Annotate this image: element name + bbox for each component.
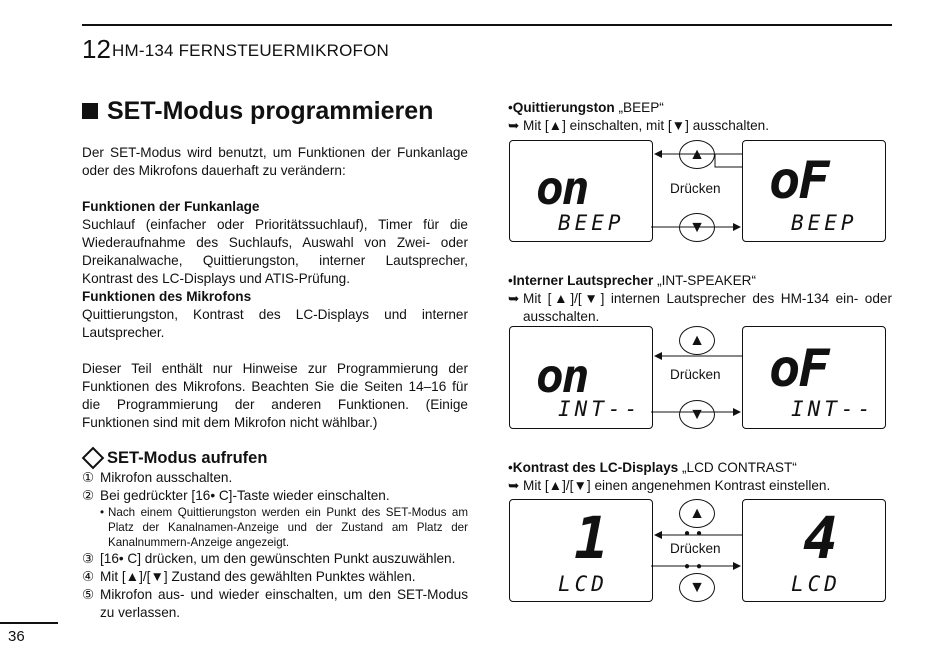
step-item: ① Mikrofon ausschalten. xyxy=(82,470,233,485)
lcd-beep-off: oF BEEP xyxy=(742,140,886,242)
step-item: ④ Mit [▲]/[▼] Zustand des gewählten Punktes wählen. xyxy=(82,569,416,584)
triangle-down-icon: ▼ xyxy=(689,405,705,423)
step-item: ② Bei gedrückter [16• C]-Taste wieder einschalten. xyxy=(82,488,390,503)
radio-functions-text: Suchlauf (einfacher oder Prioritätssuchlauf), Timer für die Wiederaufnahme des Suchlaufs, Auswahl von Zwei- oder Dreikanalwache, Quittierungston, interner Lautsprecher, Kontrast des LC-Displays und ATIS-Prüfung. xyxy=(82,217,468,286)
press-label: Drücken xyxy=(670,541,721,556)
bullet-icon: • xyxy=(100,506,105,519)
hint-text: Dieser Teil enthält nur Hinweise zur Programmierung der Funktionen des Mikrofons. Beachten Sie die Seiten 14–16 für die Programmierung der anderen Funktionen. (Einige Funktionen sind mit dem Mikrofon nicht wählbar.) xyxy=(82,361,468,430)
mic-functions-text: Quittierungston, Kontrast des LC-Displays und interner Lautsprecher. xyxy=(82,307,468,340)
triangle-up-icon: ▲ xyxy=(689,504,705,522)
press-label: Drücken xyxy=(670,181,721,196)
lcd-contrast-1: 1 LCD xyxy=(509,499,653,602)
triangle-down-icon: ▼ xyxy=(689,218,705,236)
footer-rule xyxy=(0,622,58,624)
speaker-title: •Interner Lautsprecher „INT-SPEAKER“ xyxy=(508,273,757,288)
chapter-title: HM-134 FERNSTEUERMIKROFON xyxy=(112,41,390,60)
beep-instruction: ➥ Mit [▲] einschalten, mit [▼] ausschalten. xyxy=(508,118,770,133)
page-number: 36 xyxy=(8,628,25,645)
dots-icon: ●● xyxy=(684,528,709,539)
step-item: ③ [16• C] drücken, um den gewünschten Punkt auszuwählen. xyxy=(82,551,456,566)
beep-title: •Quittierungston „BEEP“ xyxy=(508,100,664,115)
lcd-beep-on: on BEEP xyxy=(509,140,653,242)
intro-text: Der SET-Modus wird benutzt, um Funktionen der Funkanlage oder des Mikrofons dauerhaft zu verändern: xyxy=(82,145,468,178)
lcd-contrast-4: 4 LCD xyxy=(742,499,886,602)
triangle-down-icon: ▼ xyxy=(689,578,705,596)
radio-functions-heading: Funktionen der Funkanlage xyxy=(82,199,260,214)
subsection-title: SET-Modus aufrufen xyxy=(82,449,468,467)
chapter-number: 12 xyxy=(82,34,111,64)
step-item: ⑤ Mikrofon aus- und wieder einschalten, um den SET-Modus zu verlassen. xyxy=(82,587,468,620)
section-title: SET-Modus programmieren xyxy=(82,92,468,130)
speaker-instruction: ➥ Mit [▲]/[▼] internen Lautsprecher des HM-134 ein- oder ausschalten. xyxy=(508,291,892,324)
contrast-title: •Kontrast des LC-Displays „LCD CONTRAST“ xyxy=(508,460,797,475)
arrow-right-icon: ➥ xyxy=(508,478,520,493)
dots-icon: ●● xyxy=(684,561,709,572)
triangle-up-icon: ▲ xyxy=(689,331,705,349)
step-note: • Nach einem Quittierungston werden ein Punkt des SET-Modus am Platz der Kanalnamen-Anzeige und der Zustand am Platz der Kanalnummern-Anzeige angezeigt. xyxy=(100,506,468,549)
press-label: Drücken xyxy=(670,367,721,382)
mic-functions-heading: Funktionen des Mikrofons xyxy=(82,289,252,304)
arrow-to-left xyxy=(655,154,742,167)
contrast-instruction: ➥ Mit [▲]/[▼] einen angenehmen Kontrast einstellen. xyxy=(508,478,831,493)
arrow-right-icon: ➥ xyxy=(508,291,520,306)
arrow-right-icon: ➥ xyxy=(508,118,520,133)
lcd-speaker-off: oF INT-- xyxy=(742,326,886,429)
lcd-speaker-on: on INT-- xyxy=(509,326,653,429)
triangle-up-icon: ▲ xyxy=(689,145,705,163)
